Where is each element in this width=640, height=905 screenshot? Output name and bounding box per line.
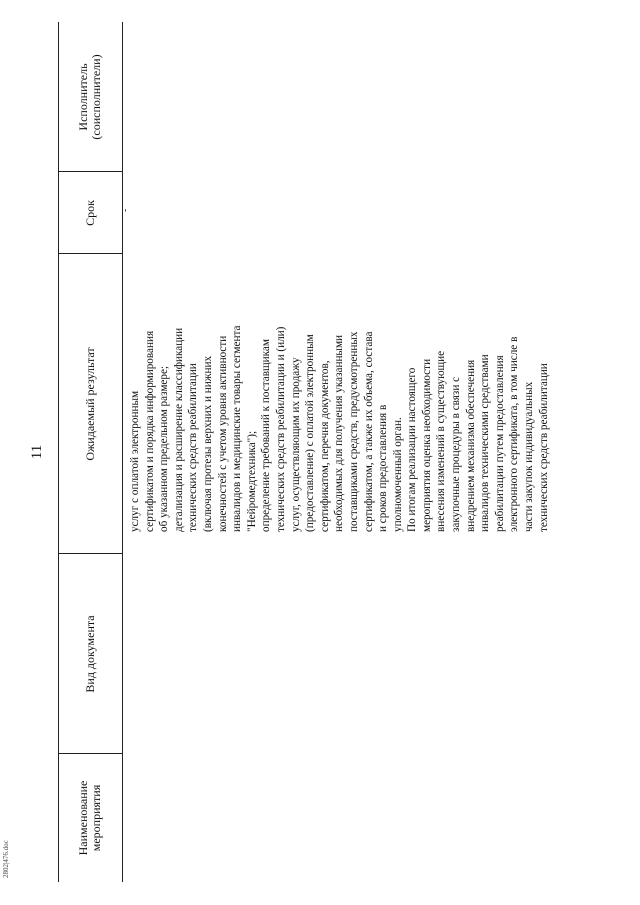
- header-result: Ожидаемый результат: [82, 347, 97, 461]
- result-line: реабилитации путем предоставления: [493, 355, 506, 532]
- result-line: инвалидов техническими средствами: [479, 354, 492, 532]
- result-line: определение требований к поставщикам: [260, 339, 273, 532]
- rotated-page: [28, 22, 628, 882]
- result-line: услуг, осуществляющим их продажу: [289, 357, 302, 532]
- header-executor-line2: (соисполнители): [89, 54, 103, 140]
- header-name-line1: Наименование: [76, 780, 90, 856]
- term-dash: -: [120, 208, 131, 212]
- result-line: внесения изменений в существующие: [435, 350, 448, 532]
- header-name: [58, 754, 122, 882]
- document-footer: 2802|476.doc: [2, 840, 10, 878]
- result-line: По итогам реализации настоящего: [406, 367, 419, 532]
- result-line: сертификатом, а также их объема, состава: [362, 331, 375, 532]
- result-line: детализация и расширение классификации: [172, 327, 185, 532]
- measures-table: [58, 22, 628, 882]
- result-line: об указанном предельном размере;: [158, 365, 171, 532]
- result-line: необходимых для получения указанными: [333, 334, 346, 532]
- result-line: технических средств реабилитации: [187, 363, 200, 532]
- result-line: сертификатом, перечня документов,: [318, 360, 331, 532]
- result-line: сертификатом и порядка информирования: [143, 330, 156, 532]
- header-doc-type: Вид документа: [82, 615, 97, 693]
- result-line: (включая протезы верхних и нижних: [201, 355, 214, 532]
- result-line: инвалидов и медицинские товары сегмента: [231, 325, 244, 532]
- result-line: технических средств реабилитации и (или): [274, 326, 287, 532]
- header-executor: [58, 22, 122, 172]
- result-line: мероприятия оценка необходимости: [420, 358, 433, 532]
- result-line: конечностей с учетом уровня активности: [216, 335, 229, 532]
- result-line: электронного сертификата, в том числе в: [508, 336, 521, 532]
- result-line: внедрением механизма обеспечения: [464, 359, 477, 532]
- header-bottom-border: [122, 22, 123, 882]
- result-text: [128, 152, 551, 532]
- result-line: (предоставление) с оплатой электронным: [304, 334, 317, 532]
- header-executor-line1: Исполнитель: [76, 63, 90, 131]
- result-line: технических средств реабилитации: [537, 363, 550, 532]
- header-term: Срок: [82, 200, 97, 226]
- result-line: уполномоченный орган.: [391, 417, 404, 532]
- result-line: "Нейромедтехника");: [245, 430, 258, 532]
- page-number: 11: [29, 444, 45, 460]
- result-line: и сроков предоставления в: [377, 404, 390, 532]
- result-line: части закупок индивидуальных: [523, 381, 536, 532]
- result-line: услуг с оплатой электронным: [129, 390, 141, 532]
- result-line: закупочные процедуры в связи с: [450, 376, 463, 532]
- header-name-line2: мероприятия: [89, 784, 103, 852]
- result-line: поставщиками средств, предусмотренных: [347, 331, 360, 532]
